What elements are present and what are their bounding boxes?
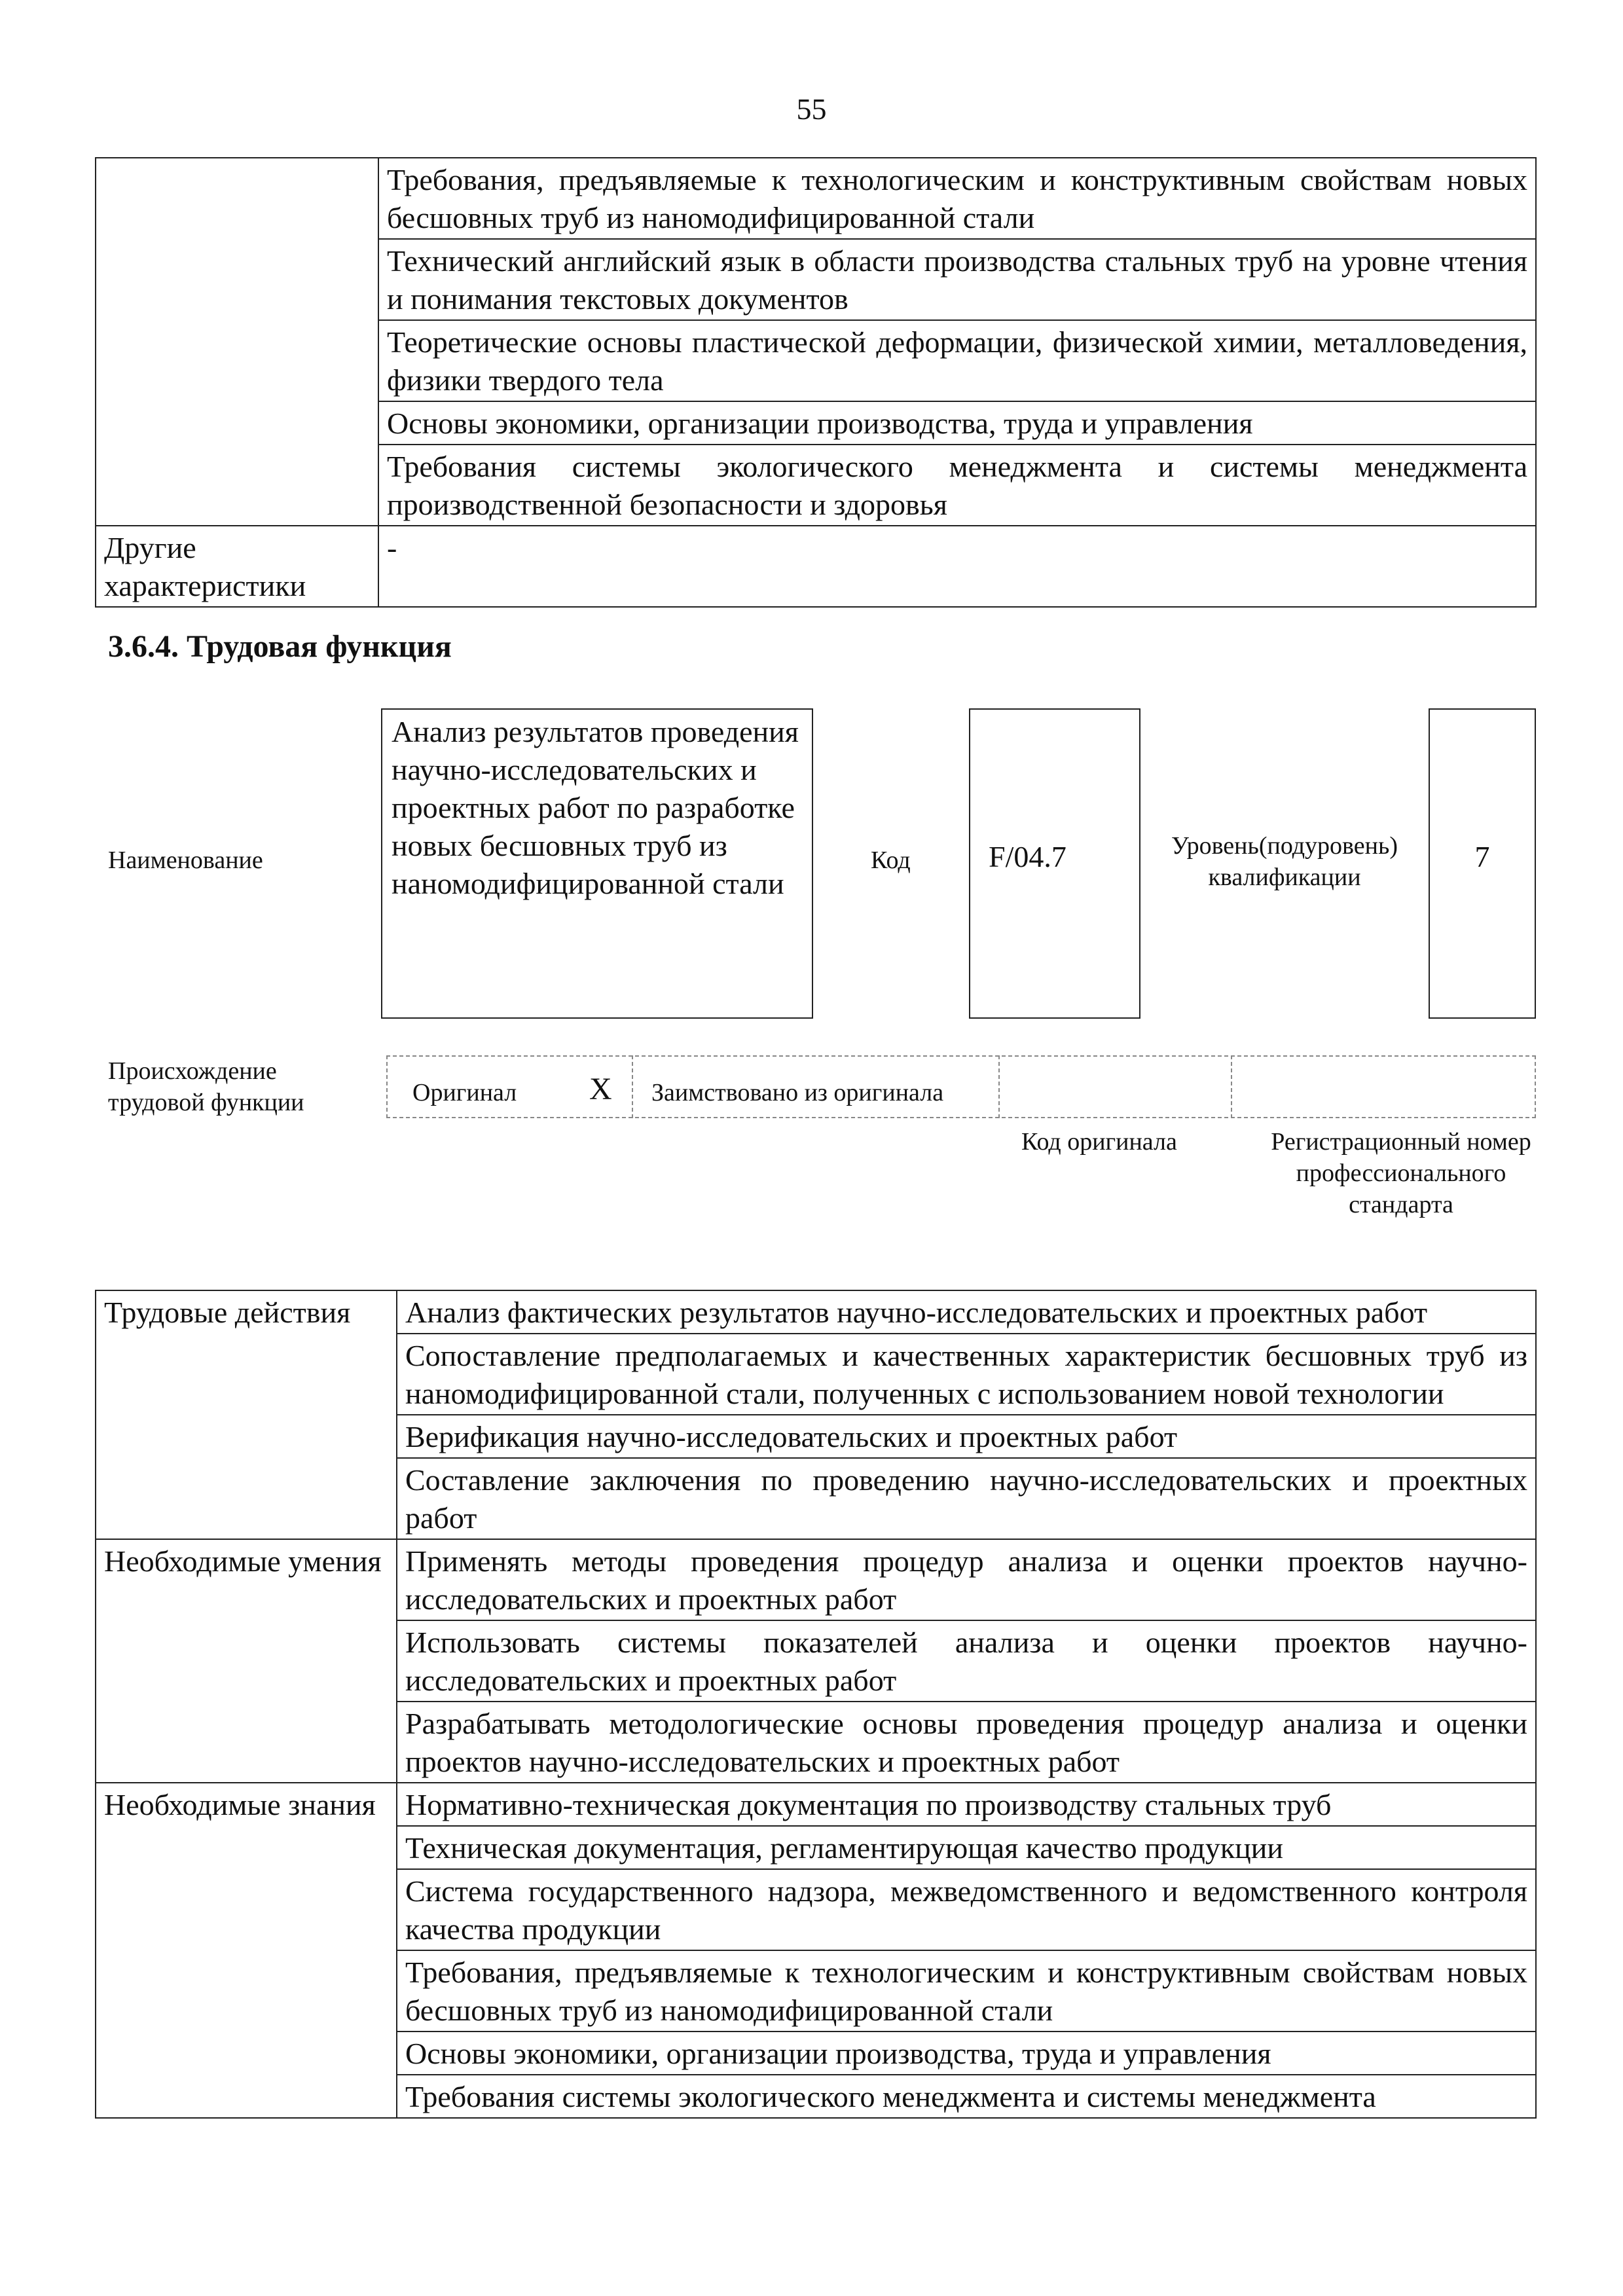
section-label-skills: Необходимые умения	[96, 1539, 397, 1783]
labor-function-table	[95, 1290, 1537, 2119]
table-row	[96, 1783, 1536, 1826]
code-value: F/04.7	[989, 840, 1067, 873]
table-cell: -	[378, 526, 1536, 607]
table-cell: Разрабатывать методологические основы проведения процедур анализа и оценки проектов научно-исследовательских и проектных работ	[397, 1702, 1536, 1783]
origin-row	[386, 1055, 1536, 1118]
table-cell: Требования системы экологического менеджмента и системы менеджмента	[397, 2075, 1536, 2118]
table-cell: Использовать системы показателей анализа и оценки проектов научно-исследовательских и проектных работ	[397, 1620, 1536, 1702]
code-original-caption: Код оригинала	[1021, 1128, 1177, 1156]
table-cell: Применять методы проведения процедур анализа и оценки проектов научно-исследовательских и проектных работ	[397, 1539, 1536, 1620]
table-cell: Техническая документация, регламентирующая качество продукции	[397, 1826, 1536, 1869]
row-label-other-characteristics: Другие характеристики	[96, 526, 378, 607]
table-cell: Требования, предъявляемые к технологическим и конструктивным свойствам новых бесшовных труб из наномодифицированной стали	[378, 158, 1536, 239]
table-cell: Верификация научно-исследовательских и проектных работ	[397, 1415, 1536, 1458]
table-row	[96, 158, 1536, 239]
name-label: Наименование	[108, 847, 263, 874]
knowledge-table-continued	[95, 157, 1537, 608]
table-cell: Основы экономики, организации производства, труда и управления	[378, 401, 1536, 445]
table-cell: Система государственного надзора, межведомственного и ведомственного контроля качества продукции	[397, 1869, 1536, 1950]
origin-divider	[1231, 1055, 1232, 1118]
level-value: 7	[1474, 840, 1490, 873]
table-cell: Составление заключения по проведению научно-исследовательских и проектных работ	[397, 1458, 1536, 1539]
table-cell: Основы экономики, организации производства, труда и управления	[397, 2032, 1536, 2075]
table-row	[96, 1290, 1536, 1334]
section-label-actions: Трудовые действия	[96, 1290, 397, 1539]
code-label: Код	[871, 847, 911, 874]
table-cell: Требования системы экологического менеджмента и системы менеджмента производственной безопасности и здоровья	[378, 445, 1536, 526]
section-heading: 3.6.4. Трудовая функция	[108, 629, 452, 664]
origin-label: Происхождение трудовой функции	[108, 1057, 304, 1116]
name-box	[381, 708, 813, 1019]
origin-borrowed-label: Заимствовано из оригинала	[651, 1079, 944, 1106]
page-number: 55	[796, 92, 827, 126]
section-label-knowledge: Необходимые знания	[96, 1783, 397, 2118]
table-cell: Требования, предъявляемые к технологическим и конструктивным свойствам новых бесшовных труб из наномодифицированной стали	[397, 1950, 1536, 2032]
table-cell: Нормативно-техническая документация по производству стальных труб	[397, 1783, 1536, 1826]
origin-divider	[632, 1055, 633, 1118]
name-value: Анализ результатов проведения научно-исследовательских и проектных работ по разработке новых бесшовных труб из наномодифицированной стали	[392, 715, 799, 900]
origin-mark: X	[589, 1072, 612, 1106]
row-label	[96, 158, 378, 526]
origin-divider	[998, 1055, 1000, 1118]
table-cell: Теоретические основы пластической деформации, физической химии, металловедения, физики твердого тела	[378, 320, 1536, 401]
origin-original-label: Оригинал	[412, 1079, 517, 1106]
table-row	[96, 526, 1536, 607]
table-cell: Сопоставление предполагаемых и качественных характеристик бесшовных труб из наномодифицированной стали, полученных с использованием новой технологии	[397, 1334, 1536, 1415]
table-cell: Технический английский язык в области производства стальных труб на уровне чтения и понимания текстовых документов	[378, 239, 1536, 320]
table-cell: Анализ фактических результатов научно-исследовательских и проектных работ	[397, 1290, 1536, 1334]
reg-number-caption: Регистрационный номер профессионального стандарта	[1271, 1128, 1531, 1218]
table-row	[96, 1539, 1536, 1620]
level-label: Уровень(подуровень) квалификации	[1171, 832, 1398, 891]
